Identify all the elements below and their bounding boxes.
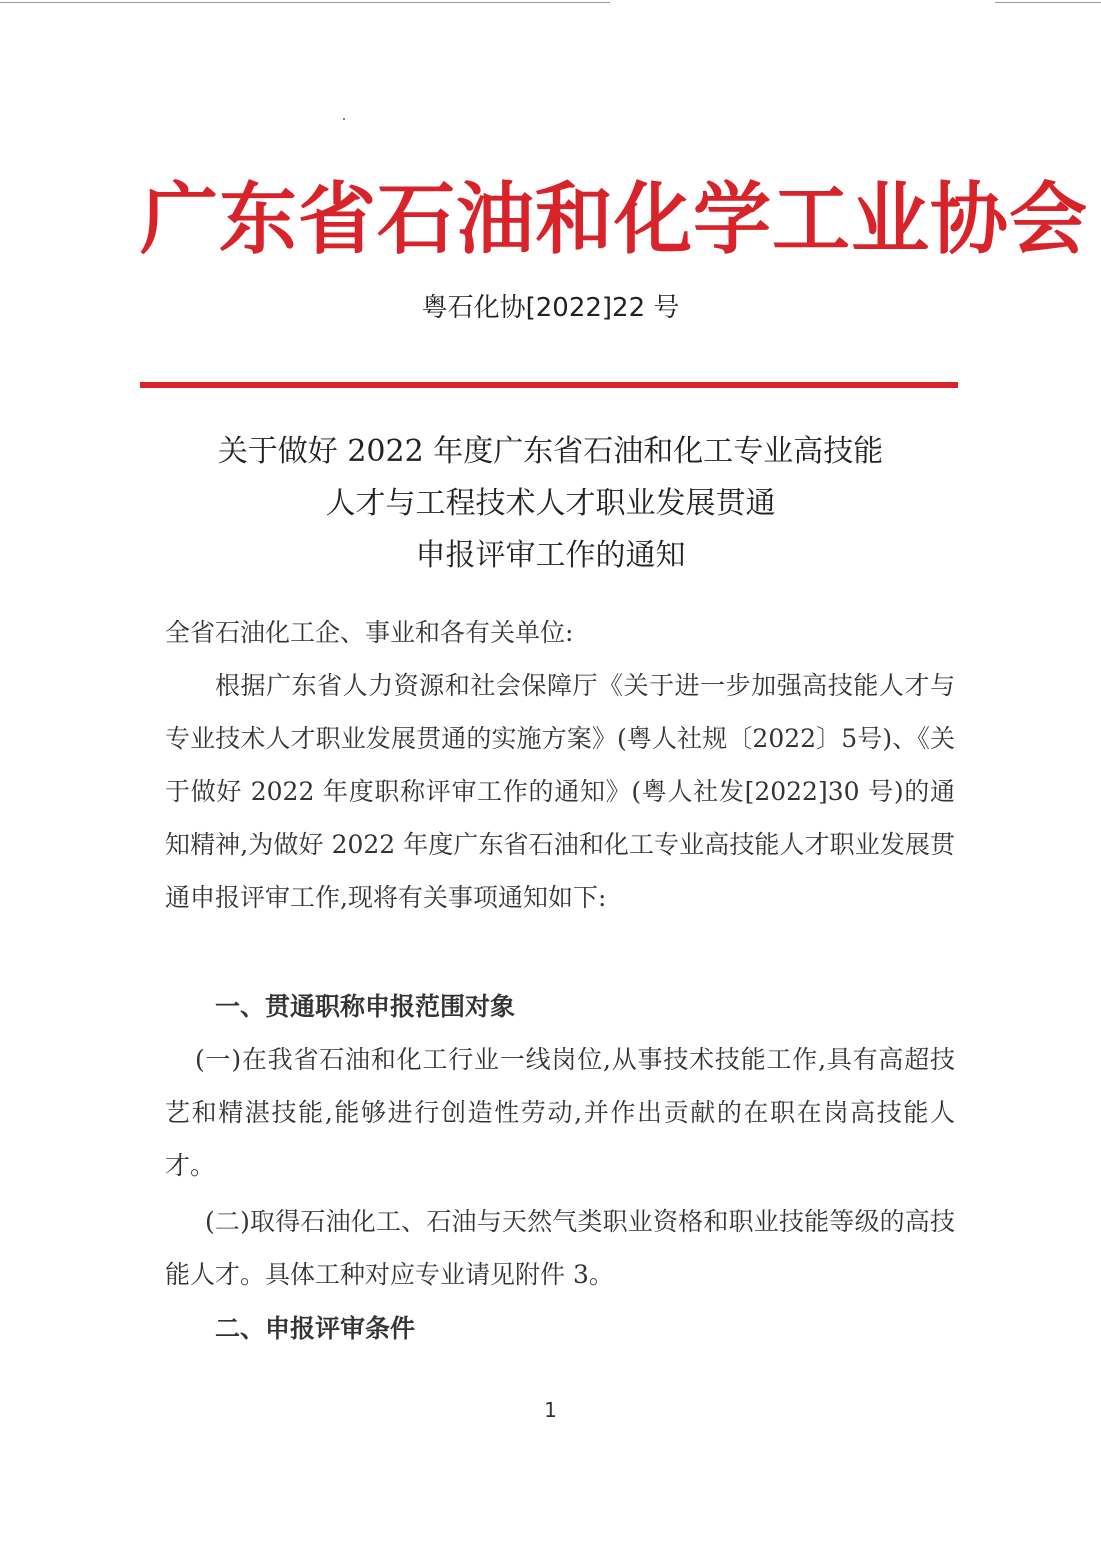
document-number: 粤石化协[2022]22 号 — [421, 293, 680, 323]
section-2-block — [165, 1302, 955, 1355]
item-1-paragraph: (一)在我省石油和化工行业一线岗位,从事技术技能工作,具有高超技艺和精湛技能,能够进行创造性劳动,并作出贡献的在职在岗高技能人才。 — [165, 1045, 955, 1180]
scan-edge — [0, 0, 1101, 8]
page-number: 1 — [544, 1398, 557, 1422]
section-1-block — [165, 980, 955, 1033]
organization-letterhead: 广东省石油和化学工业协会 — [140, 174, 1089, 265]
item-1-block — [165, 1033, 955, 1192]
salutation-block — [165, 606, 955, 659]
salutation: 全省石油化工企、事业和各有关单位: — [165, 618, 574, 647]
section-1-heading: 一、贯通职称申报范围对象 — [215, 992, 516, 1021]
item-2-paragraph: (二)取得石油化工、石油与天然气类职业资格和职业技能等级的高技能人才。具体工种对应专业请见附件 3。 — [165, 1207, 955, 1289]
title-line-2: 人才与工程技术人才职业发展贯通 — [325, 486, 776, 521]
intro-paragraph: 根据广东省人力资源和社会保障厅《关于进一步加强高技能人才与专业技术人才职业发展贯通的实施方案》(粤人社规〔2022〕5号)、《关于做好 2022 年度职称评审工作的通知》(粤人社发[2022]30 号)的通知精神,为做好 2022 年度广东省石油和化工专业高技能人才职业发展贯通申报评审工作,现将有关事项通知如下: — [165, 671, 955, 912]
intro-block — [165, 659, 955, 924]
item-2-block — [165, 1195, 955, 1301]
document-title — [0, 426, 1101, 582]
scan-speck — [343, 118, 345, 120]
title-line-3: 申报评审工作的通知 — [415, 538, 686, 573]
letterhead-divider — [140, 382, 958, 388]
title-line-1: 关于做好 2022 年度广东省石油和化工专业高技能 — [217, 434, 884, 469]
section-2-heading: 二、申报评审条件 — [215, 1314, 416, 1343]
